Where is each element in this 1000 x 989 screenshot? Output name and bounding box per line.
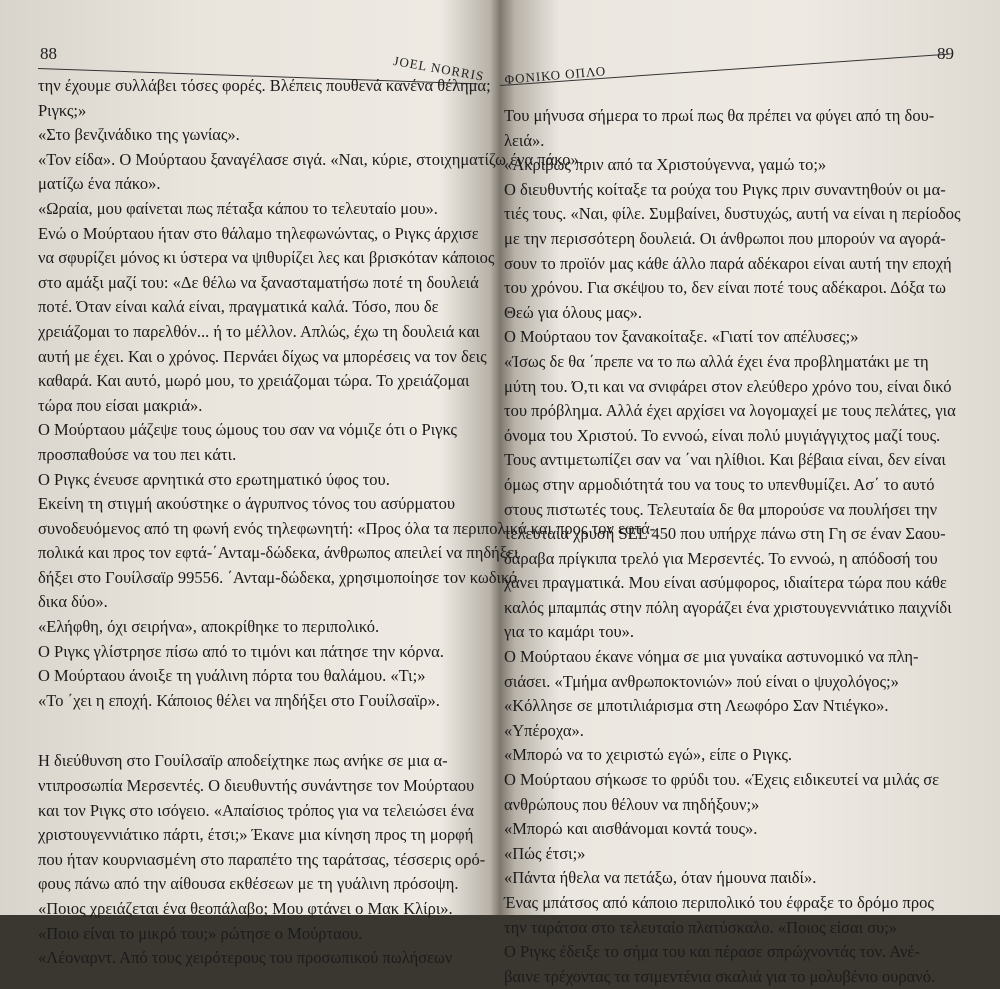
text-line: Ο διευθυντής κοίταξε τα ρούχα του Ριγκς πριν συναντηθούν οι μα- — [504, 179, 946, 199]
text-line: τώρα που είσαι μακριά». — [38, 395, 203, 415]
text-line: Εκείνη τη στιγμή ακούστηκε ο άγρυπνος τόνος του ασύρματου — [38, 494, 456, 514]
text-line: σουν το προϊόν μας κάθε άλλο παρά αδέκαροι είναι αυτή την εποχή — [504, 253, 952, 273]
text-line: «Ποιο είναι το μικρό του;» ρώτησε ο Μούρταου. — [38, 923, 363, 943]
text-line: «Τον είδα». Ο Μούρταου ξαναγέλασε σιγά. «Ναι, κύριε, στοιχηματίζω ένα πάκο». — [38, 149, 583, 169]
text-line: φους πάνω από την αίθουσα εκθέσεων με τη γυάλινη πρόσοψη. — [38, 874, 459, 894]
text-line: «Κόλλησε σε μποτιλιάρισμα στη Λεωφόρο Σαν Ντιέγκο». — [504, 696, 889, 716]
text-line: την ταράτσα στο τελευταίο πλατύσκαλο. «Ποιος είσαι συ;» — [504, 917, 898, 937]
text-line: στο αμάξι μαζί του: «Δε θέλω να ξανασταματήσω ποτέ τη δουλειά — [38, 272, 479, 292]
text-line: ποτέ. Όταν είναι καλά είναι, πραγματικά καλά. Τόσο, που δε — [38, 297, 439, 317]
right-page — [490, 0, 1000, 986]
text-line: βαινε τρέχοντας τα τσιμεντένια σκαλιά για το μολυβένιο ουρανό. — [504, 966, 936, 986]
text-line: Ο Ριγκς γλίστρησε πίσω από το τιμόνι και πάτησε την κόρνα. — [38, 641, 444, 661]
text-line: Ο Ριγκς έδειξε το σήμα του και πέρασε σπρώχνοντάς τον. Ανέ- — [504, 942, 920, 962]
text-line: που ήταν κουρνιασμένη στο παραπέτο της ταράτσας, τέσσερις ορό- — [38, 849, 486, 869]
text-line: όμως στην αρμοδιότητά του να τους το υπενθυμίζει. Ασ΄ το αυτό — [504, 474, 935, 494]
text-line: «Μπορώ να το χειριστώ εγώ», είπε ο Ριγκς. — [504, 745, 793, 765]
text-line: του χρόνου. Για σκέψου το, δεν είναι ποτέ τους αδέκαροι. Δόξα τω — [504, 278, 947, 298]
text-line: σιάσει. «Τμήμα ανθρωποκτονιών» πού είναι ο ψυχολόγος;» — [504, 671, 899, 691]
text-line: τελευταία χρυσή SEL 450 που υπήρχε πάνω στη Γη σε έναν Σαου- — [504, 524, 946, 544]
text-line — [38, 713, 558, 749]
text-line: ανθρώπους που θέλουν να πηδήξουν;» — [504, 794, 760, 814]
text-line: Θεώ για όλους μας». — [504, 302, 643, 322]
text-line: Ένας μπάτσος από κάποιο περιπολικό του έφραξε το δρόμο προς — [504, 893, 934, 912]
text-line: προσπαθούσε να του πει κάτι. — [38, 444, 237, 464]
text-line: Ο Μούρταου μάζεψε τους ώμους του σαν να νόμιζε ότι ο Ριγκς — [38, 420, 457, 440]
body-text — [504, 104, 984, 989]
text-line: «Στο βενζινάδικο της γωνίας». — [38, 125, 240, 145]
text-line: χριστουγεννιάτικο πάρτι, έτσι;» Έκανε μια κίνηση προς τη μορφή — [38, 825, 474, 845]
text-line: την έχουμε συλλάβει τόσες φορές. Βλέπεις πουθενά κανένα θέλημα; — [38, 76, 491, 95]
text-line: Του μήνυσα σήμερα το πρωί πως θα πρέπει να φύγει από τη δου- — [504, 106, 935, 125]
text-line: Τους αντιμετωπίζει σαν να ΄ναι ηλίθιοι. Και βέβαια είναι, δεν είναι — [504, 450, 946, 470]
text-line: όνομα του Χριστού. Το εννοώ, είναι πολύ μυγιάγγιχτος μαζί τους. — [504, 425, 941, 445]
text-line: με την περισσότερη δουλειά. Οι άνθρωποι που μπορούν να αγορά- — [504, 228, 946, 248]
text-line: «Ακριβώς πριν από τα Χριστούγεννα, γαμώ το;» — [504, 155, 827, 175]
text-line: «Ωραία, μου φαίνεται πως πέταξα κάπου το τελευταίο μου». — [38, 198, 438, 218]
text-line: τιές τους. «Ναι, φίλε. Συμβαίνει, δυστυχώς, αυτή να είναι η περίοδος — [504, 204, 961, 224]
text-line: Ο Ριγκς ένευσε αρνητικά στο ερωτηματικό ύφος του. — [38, 469, 390, 489]
text-line: «Το ΄χει η εποχή. Κάποιος θέλει να πηδήξει στο Γουίλσαϊρ». — [38, 690, 440, 710]
text-line: δήξει στο Γουίλσαϊρ 99556. ΄Ανταμ-δώδεκα, χρησιμοποίησε τον κωδικό — [38, 567, 518, 587]
text-line: «Ίσως δε θα ΄πρεπε να το πω αλλά έχει ένα προβληματάκι με τη — [504, 351, 929, 371]
text-line: «Λέοναρντ. Από τους χειρότερους του προσωπικού πωλήσεων — [38, 948, 453, 968]
text-line: καλός μπαμπάς στην πόλη αγοράζει ένα χριστουγεννιάτικο παιχνίδι — [504, 597, 952, 617]
text-line: Η διεύθυνση στο Γουίλσαϊρ αποδείχτηκε πως ανήκε σε μια α- — [38, 751, 448, 771]
running-head: ΦΟΝΙΚΟ ΟΠΛΟ — [504, 63, 607, 87]
text-line: «Πώς έτσι;» — [504, 843, 586, 863]
text-line: στους πιστωτές τους. Τελευταία δε θα μπορούσε να πουλήσει την — [504, 499, 938, 519]
text-line: για το καμάρι του». — [504, 622, 635, 642]
text-line: ματίζω ένα πάκο». — [38, 174, 161, 194]
text-line: «Υπέροχα». — [504, 720, 584, 740]
text-line: Ενώ ο Μούρταου ήταν στο θάλαμο τηλεφωνώντας, ο Ριγκς άρχισε — [38, 223, 479, 243]
text-line: Ο Μούρταου σήκωσε το φρύδι του. «Έχεις ειδικευτεί να μιλάς σε — [504, 770, 940, 790]
text-line: «Ποιος χρειάζεται ένα θεοπάλαβο; Μου φτάνει ο Μακ Κλίρι». — [38, 899, 453, 918]
page-number: 89 — [937, 44, 954, 63]
text-line: Ο Μούρταου τον ξανακοίταξε. «Γιατί τον απέλυσες;» — [504, 327, 859, 347]
text-line: μύτη του. Ό,τι και να σνιφάρει στον ελεύθερο χρόνο του, είναι δικό — [504, 376, 952, 396]
text-line: «Μπορώ και αισθάνομαι κοντά τους». — [504, 819, 758, 839]
text-line: αυτή με έχει. Και ο χρόνος. Περνάει δίχως να μπορέσεις να τον δεις — [38, 346, 487, 366]
text-line: καθαρά. Και αυτό, μωρό μου, το χρειάζομαι τώρα. Το χρειάζομαι — [38, 371, 470, 391]
text-line: και τον Ριγκς στο ισόγειο. «Απαίσιος τρόπος για να τελειώσει ένα — [38, 800, 474, 820]
text-line: χρειάζομαι το παρελθόν... ή το μέλλον. Απλώς, έχω τη δουλειά και — [38, 321, 480, 341]
text-line: του πρόβλημα. Αλλά έχει αρχίσει να λογομαχεί με τους πελάτες, για — [504, 401, 956, 421]
text-line: δικα δύο». — [38, 592, 108, 612]
page-number: 88 — [40, 44, 57, 63]
text-line: λειά». — [504, 130, 545, 150]
text-line: πολικά και προς τον εφτά-΄Ανταμ-δώδεκα, άνθρωπος απειλεί να πηδήξει — [38, 543, 519, 563]
text-line: «Ελήφθη, όχι σειρήνα», αποκρίθηκε το περιπολικό. — [38, 617, 380, 637]
text-line: χάνει πραγματικά. Μου είναι ασύμφορος, ιδιαίτερα τώρα που κάθε — [504, 573, 947, 593]
text-line: να σφυρίζει μόνος κι ύστερα να ψιθυρίζει λες και βρισκόταν κάποιος — [38, 248, 495, 268]
running-head: JOEL NORRIS — [392, 53, 486, 84]
text-line: δάραβα πρίγκιπα τρελό για Μερσεντές. Το εννοώ, η απόδοσή του — [504, 548, 938, 568]
text-line: Ο Μούρταου έκανε νόημα σε μια γυναίκα αστυνομικό να πλη- — [504, 647, 919, 667]
text-line: συνοδευόμενος από τη φωνή ενός τηλεφωνητή: «Προς όλα τα περιπολικά και προς τον εφτά- — [38, 518, 656, 538]
text-line: Ριγκς;» — [38, 100, 87, 120]
text-line: Ο Μούρταου άνοιξε τη γυάλινη πόρτα του θαλάμου. «Τι;» — [38, 666, 426, 686]
text-line: «Πάντα ήθελα να πετάξω, όταν ήμουνα παιδί». — [504, 868, 817, 888]
text-line: ντιπροσωπία Μερσεντές. Ο διευθυντής συνάντησε τον Μούρταου — [38, 776, 475, 796]
